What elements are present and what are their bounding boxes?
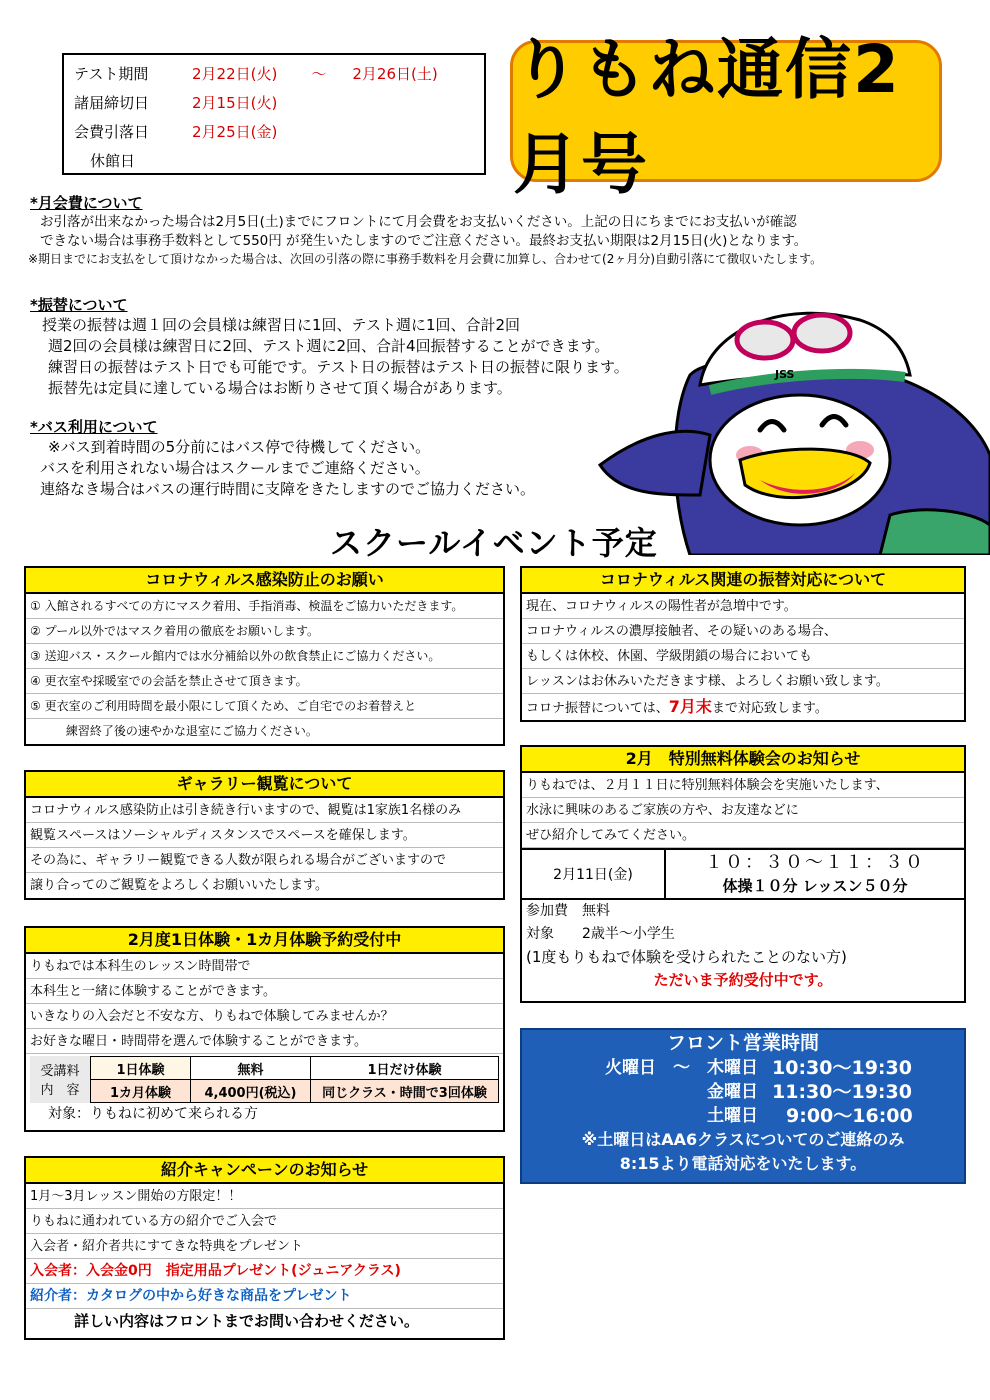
covid-request-panel: コロナウィルス感染防止のお願い ① 入館されるすべての方にマスク着用、手指消毒、検温をご協力いただきます。 ② プール以外ではマスク着用の徹底をお願いします。 ③ 送迎バス・スクール館内では水分補給以外の飲食禁止にご協力ください。 ④ 更衣室や採暖室での会話を禁止させて頂きます。 ⑤ 更衣室のご利用時間を最小限にして頂くため、ご自宅でのお着替えと 練習終了後の速やかな退室にご協力ください。 [24,566,505,746]
covid-makeup-panel: コロナウィルス関連の振替対応について 現在、コロナウィルスの陽性者が急増中です。 コロナウィルスの濃厚接触者、その疑いのある場合、 もしくは休校、休園、学級閉鎖の場合においても レッスンはお休みいただきます様、よろしくお願い致します。 コロナ振替については、7月末まで対応致します。 [520,566,966,722]
penguin-mascot [560,295,990,555]
cap-logo-text: JSS [775,368,795,381]
front-hours-panel: フロント営業時間 火曜日 ～ 木曜日 10:30～19:30 金曜日 11:30～19:30 土曜日 9:00～16:00 ※土曜日はAA6クラスについてのご連絡のみ 8:15より電話対応をいたします。 [520,1028,966,1184]
bus-heading: *バス利用について [30,418,158,436]
schedule-box [62,53,486,175]
monthly-fee-heading: *月会費について [30,194,143,212]
gallery-heading: ギャラリー観覧について [26,772,503,798]
referral-panel: 紹介キャンペーンのお知らせ 1月～3月レッスン開始の方限定！！ りもねに通われている方の紹介でご入会で 入会者・紹介者共にすてきな特典をプレゼント 入会者：入会金0円 指定用品プレゼント(ジュニアクラス) 紹介者：カタログの中から好きな商品をプレゼント 詳しい内容はフロントまでお問い合わせください。 [24,1156,505,1340]
bus-section: *バス利用について ※バス到着時間の5分前にはバス停で待機してください。 バスを利用されない場合はスクールまでご連絡ください。 連絡なき場合はバスの運行時間に支障をきたしますのでご協力ください。 [30,418,536,498]
free-trial-schedule: 2月11日(金) １０：３０～１１：３０ 体操１０分 レッスン５０分 [522,848,964,900]
monthly-fee-section: *月会費について お引落が出来なかった場合は2月5日(土)までにフロントにて月会費をお支払いください。上記の日にちまでにお支払いが確認 できない場合は事務手数料として550円 が発生いたしますのでご注意ください。最終お支払い期限は2月15日(火)となります。 ※期日までにお支払をして頂けなかった場合は、次回の引落の際に事務手数料を月会費に加算し、合わせて(2ヶ月分)自動引落にて徴収いたします。 [28,194,823,266]
makeup-heading: *振替について [30,296,128,314]
trial-price-table: 受講料 内 容 1日体験 無料 1日だけ体験 1カ月体験 4,400円(税込) 同じクラス・時間で3回体験 [26,1054,503,1103]
schedule-row-deadline: 諸届締切日 2月15日(火) [74,94,278,112]
covid-makeup-deadline: コロナ振替については、7月末まで対応致します。 [526,697,828,716]
covid-request-heading: コロナウィルス感染防止のお願い [26,568,503,594]
makeup-section: *振替について 授業の振替は週１回の会員様は練習日に1回、テスト週に1回、合計2回 週2回の会員様は練習日に2回、テスト週に2回、合計4回振替することができます。 練習日の振替はテスト日でも可能です。テスト日の振替はテスト日の振替に限ります。 振替先は定員に達している場合はお断りさせて頂く場合があります。 [30,296,629,397]
covid-makeup-heading: コロナウィルス関連の振替対応について [522,568,964,594]
newsletter-title: りもね通信2月号 [510,40,942,182]
schedule-row-test: テスト期間 2月22日(火) ～ 2月26日(土) [74,65,438,83]
referral-heading: 紹介キャンペーンのお知らせ [26,1158,503,1184]
schedule-row-debit: 会費引落日 2月25日(金) [74,123,278,141]
gallery-panel: ギャラリー観覧について コロナウィルス感染防止は引き続き行いますので、観覧は1家族1名様のみ 観覧スペースはソーシャルディスタンスでスペースを確保します。 その為に、ギャラリー観覧できる人数が限られる場合がございますので 譲り合ってのご観覧をよろしくお願いいたします。 [24,770,505,900]
events-title: スクールイベント予定 [330,524,658,562]
trial-booking-panel: 2月度1日体験・1カ月体験予約受付中 りもねでは本科生のレッスン時間帯で 本科生と一緒に体験することができます。 いきなりの入会だと不安な方、りもねで体験してみませんか？ お好きな曜日・時間帯を選んで体験することができます。 受講料 内 容 1日体験 無料 1日だけ体験 1カ月体験 4,400円(税込) 同じクラス・時間で3回体験 対象：りもねに初めて来られる方 [24,926,505,1132]
free-trial-heading: 2月 特別無料体験会のお知らせ [522,747,964,773]
free-trial-panel: 2月 特別無料体験会のお知らせ りもねでは、２月１１日に特別無料体験会を実施いたします、 水泳に興味のあるご家族の方や、お友達などに ぜひ紹介してみてください。 2月11日(金) １０：３０～１１：３０ 体操１０分 レッスン５０分 参加費 無料 対象 2歳半～小学生 (1度もりもねで体験を受けられたことのない方) ただいま予約受付中です。 [520,745,966,1003]
front-hours-heading: フロント営業時間 [666,1032,819,1054]
schedule-row-closed: 休館日 [90,152,136,170]
trial-booking-heading: 2月度1日体験・1カ月体験予約受付中 [26,928,503,954]
